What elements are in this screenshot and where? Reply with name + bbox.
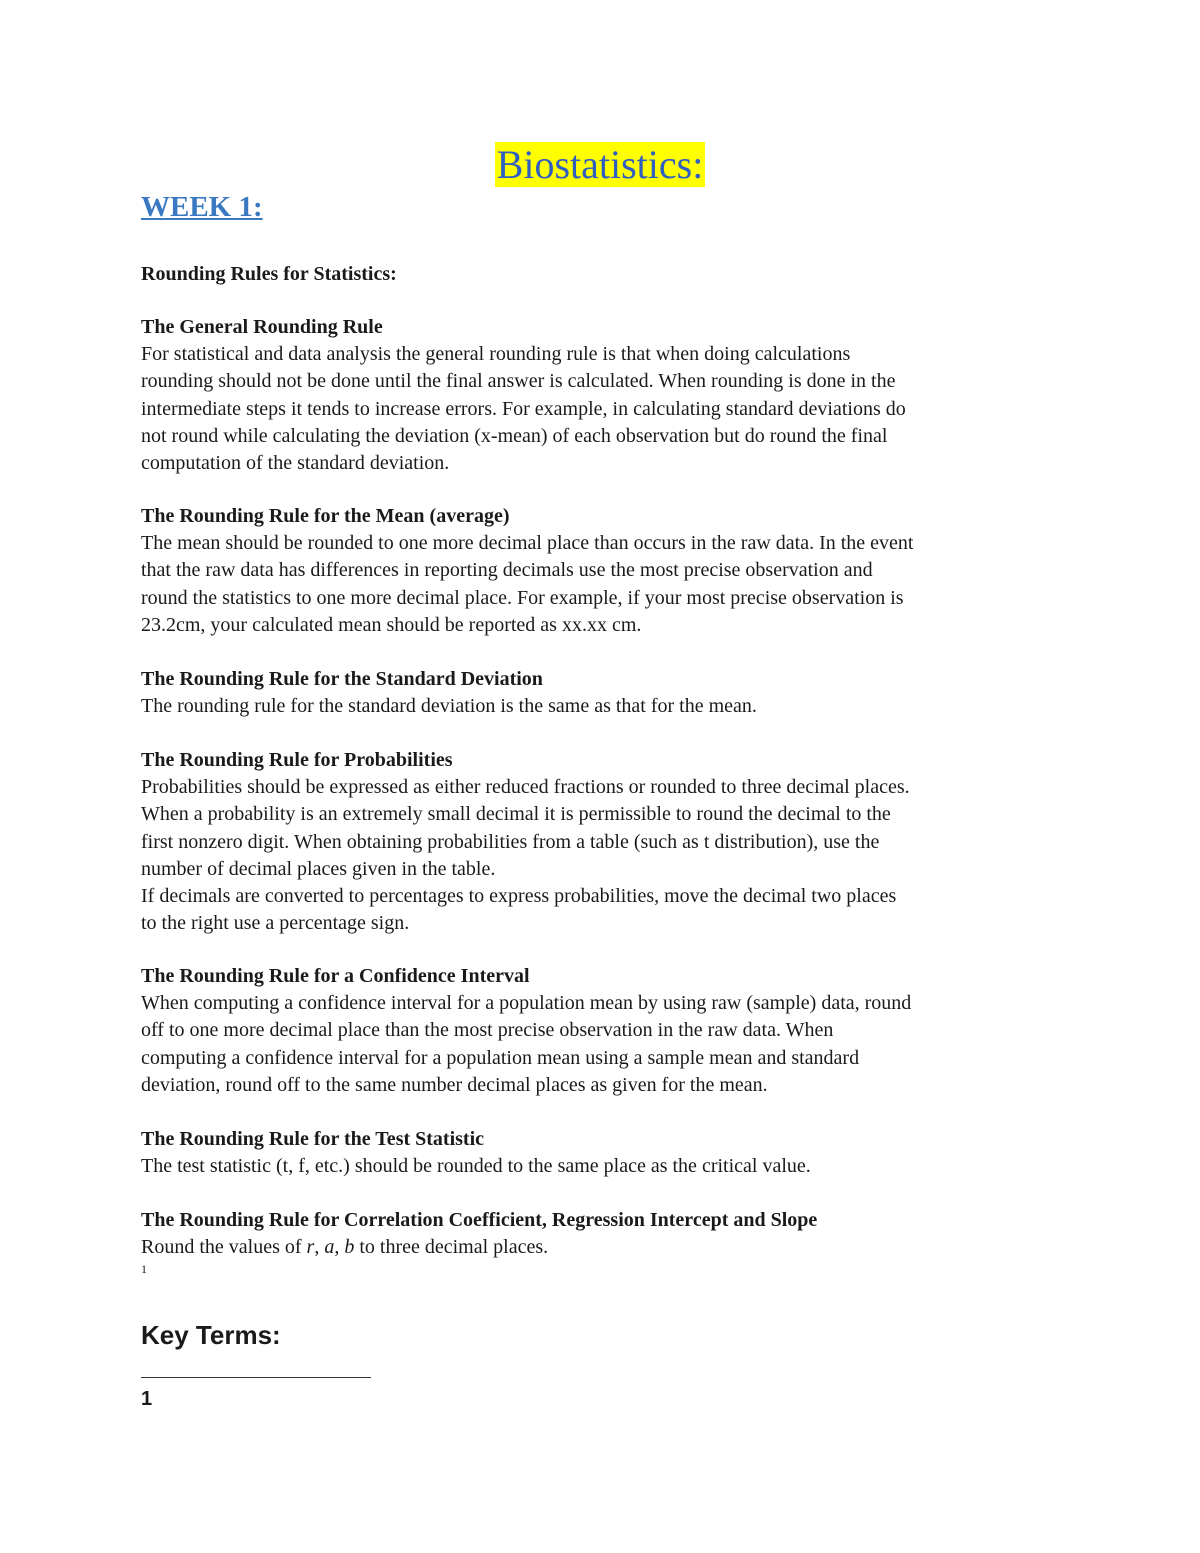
rounding-rules-heading: Rounding Rules for Statistics: xyxy=(141,263,397,285)
section-text: The rounding rule for the standard deviation is the same as that for the mean. xyxy=(141,695,757,718)
section-heading: The Rounding Rule for Correlation Coefficient, Regression Intercept and Slope xyxy=(141,1209,818,1231)
variable-a: a xyxy=(324,1236,335,1259)
footnote-separator xyxy=(141,1377,371,1378)
section-heading: The Rounding Rule for a Confidence Interval xyxy=(141,965,530,987)
section-heading: The Rounding Rule for the Standard Deviation xyxy=(141,668,543,690)
week-heading: WEEK 1: xyxy=(141,191,263,223)
section-text: Probabilities should be expressed as either reduced fractions or rounded to three decimal places. When a probability is an extremely small decimal it is permissible to round the decimal to the first nonzero digit. When obtaining probabilities from a table (such as t distribution), use the number of decimal places given in the table. If decimals are converted to percentages to express probabilities, move the decimal two places to the right use a percentage sign. xyxy=(141,776,910,935)
section-general-rounding xyxy=(141,314,1071,477)
footnote-number: 1 xyxy=(141,1388,153,1410)
section-text xyxy=(141,1234,1071,1261)
section-probabilities-rounding xyxy=(141,747,1071,937)
section-heading: The Rounding Rule for the Test Statistic xyxy=(141,1128,485,1150)
text-run: , xyxy=(334,1236,345,1259)
section-text: For statistical and data analysis the general rounding rule is that when doing calculations rounding should not be done until the final answer is calculated. When rounding is done in the intermediate steps it tends to increase errors. For example, in calculating standard deviations do not round while calculating the deviation (x-mean) of each observation but do round the final computation of the standard deviation. xyxy=(141,343,906,475)
section-mean-rounding xyxy=(141,503,1071,639)
document-title-text: Biostatistics: xyxy=(496,142,704,187)
text-run: Round the values of xyxy=(141,1236,307,1259)
section-heading: The General Rounding Rule xyxy=(141,316,383,338)
key-terms-heading: Key Terms: xyxy=(141,1320,281,1350)
section-text: When computing a confidence interval for a population mean by using raw (sample) data, round off to one more decimal place than the most precise observation in the raw data. When computing a confidence interval for a population mean using a sample mean and standard deviation, round off to the same number decimal places as given for the mean. xyxy=(141,992,912,1096)
document-title xyxy=(0,142,1200,188)
text-run: , xyxy=(314,1236,325,1259)
section-heading: The Rounding Rule for Probabilities xyxy=(141,749,453,771)
section-text: The mean should be rounded to one more decimal place than occurs in the raw data. In the event that the raw data has differences in reporting decimals use the most precise observation and round the statistics to one more decimal place. For example, if your most precise observation is 23.2cm, your calculated mean should be reported as xx.xx cm. xyxy=(141,532,914,636)
section-confidence-interval-rounding xyxy=(141,963,1071,1099)
section-correlation-rounding xyxy=(141,1207,1071,1261)
variable-b: b xyxy=(344,1236,355,1259)
section-std-deviation-rounding xyxy=(141,666,1071,720)
text-run: to three decimal places. xyxy=(354,1236,549,1259)
section-test-statistic-rounding xyxy=(141,1126,1071,1180)
section-heading: The Rounding Rule for the Mean (average) xyxy=(141,505,510,527)
section-text: The test statistic (t, f, etc.) should be rounded to the same place as the critical value. xyxy=(141,1155,811,1178)
variable-r: r xyxy=(306,1236,315,1259)
footnote-reference: 1 xyxy=(141,1262,147,1276)
